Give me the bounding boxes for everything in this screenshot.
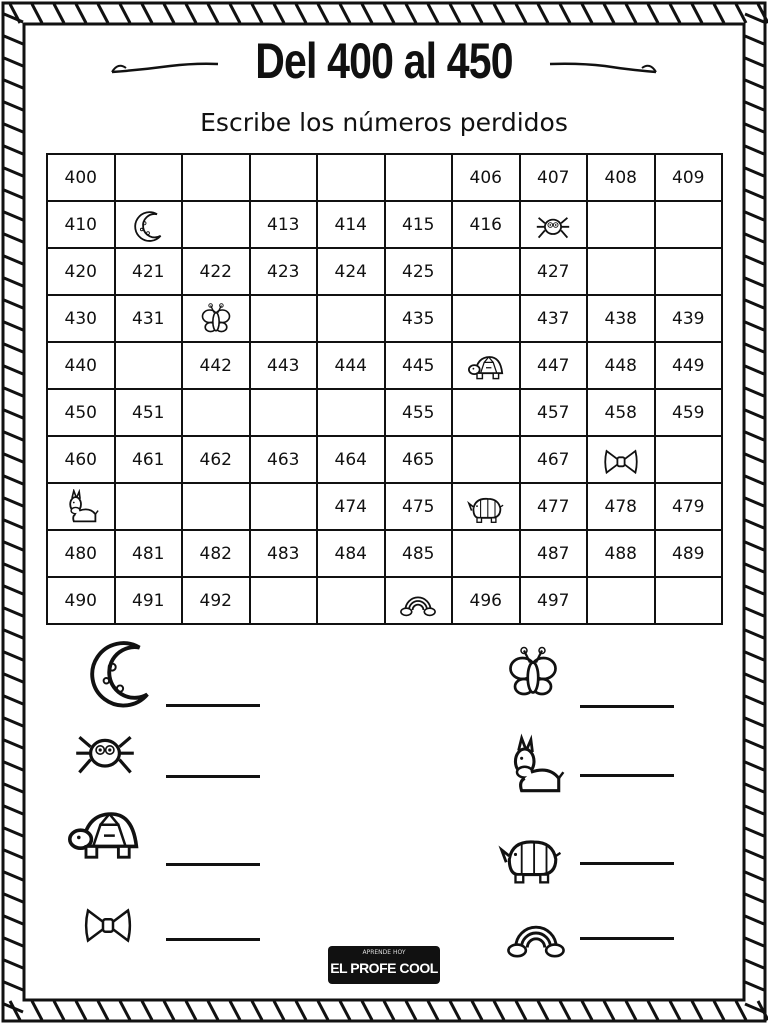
moon-cell-icon xyxy=(128,207,168,243)
grid-cell-number: 481 xyxy=(115,530,183,577)
grid-cell-number: 421 xyxy=(115,248,183,295)
grid-cell-number: 437 xyxy=(520,295,588,342)
grid-cell-blank[interactable] xyxy=(250,483,318,530)
number-grid xyxy=(46,153,723,625)
moon-picture xyxy=(74,632,166,710)
grid-cell-number: 430 xyxy=(47,295,115,342)
grid-cell-number: 427 xyxy=(520,248,588,295)
page-subtitle: Escribe los números perdidos xyxy=(200,108,568,137)
grid-cell-number: 415 xyxy=(385,201,453,248)
grid-cell-number: 463 xyxy=(250,436,318,483)
grid-cell-blank[interactable] xyxy=(452,530,520,577)
grid-cell-number: 439 xyxy=(655,295,723,342)
grid-cell-number: 422 xyxy=(182,248,250,295)
donkey-cell-icon xyxy=(61,489,101,525)
grid-cell-number: 461 xyxy=(115,436,183,483)
grid-cell-number: 414 xyxy=(317,201,385,248)
grid-cell-blank[interactable] xyxy=(182,201,250,248)
rhino-picture xyxy=(488,825,574,887)
grid-cell-number: 490 xyxy=(47,577,115,624)
grid-cell-number: 410 xyxy=(47,201,115,248)
grid-row xyxy=(47,295,722,342)
grid-cell-blank[interactable] xyxy=(587,201,655,248)
grid-cell-number: 492 xyxy=(182,577,250,624)
grid-cell-blank[interactable] xyxy=(250,389,318,436)
grid-cell-number: 491 xyxy=(115,577,183,624)
grid-cell-number: 406 xyxy=(452,154,520,201)
grid-row xyxy=(47,201,722,248)
grid-cell-blank[interactable] xyxy=(115,342,183,389)
moon-answer-line[interactable] xyxy=(166,704,260,707)
grid-cell-blank[interactable] xyxy=(385,154,453,201)
brand-logo xyxy=(328,946,440,984)
rhino-icon xyxy=(488,825,574,887)
grid-cell-blank[interactable] xyxy=(250,577,318,624)
grid-cell-number: 497 xyxy=(520,577,588,624)
grid-cell-number: 416 xyxy=(452,201,520,248)
bow-cell-icon xyxy=(601,442,641,478)
grid-cell-number: 462 xyxy=(182,436,250,483)
rainbow-cell-icon xyxy=(398,583,438,619)
grid-cell-number: 485 xyxy=(385,530,453,577)
turtle-answer-line[interactable] xyxy=(166,863,260,866)
spider-icon xyxy=(533,207,573,243)
grid-row xyxy=(47,530,722,577)
butterfly-cell-icon xyxy=(196,301,236,337)
grid-cell-number: 447 xyxy=(520,342,588,389)
grid-row xyxy=(47,483,722,530)
grid-cell-blank[interactable] xyxy=(182,389,250,436)
grid-cell-blank[interactable] xyxy=(452,389,520,436)
rhino-icon xyxy=(466,489,506,525)
page-title: Del 400 al 450 xyxy=(255,33,513,89)
grid-cell-number: 496 xyxy=(452,577,520,624)
butterfly-answer-line[interactable] xyxy=(580,705,674,708)
grid-cell-picture xyxy=(452,483,520,530)
turtle-cell-icon xyxy=(466,348,506,384)
grid-cell-number: 459 xyxy=(655,389,723,436)
grid-cell-number: 482 xyxy=(182,530,250,577)
grid-cell-number: 425 xyxy=(385,248,453,295)
bow-picture xyxy=(60,898,156,948)
grid-cell-number: 420 xyxy=(47,248,115,295)
grid-cell-blank[interactable] xyxy=(655,436,723,483)
grid-cell-number: 478 xyxy=(587,483,655,530)
grid-cell-blank[interactable] xyxy=(115,483,183,530)
grid-cell-number: 440 xyxy=(47,342,115,389)
grid-cell-blank[interactable] xyxy=(182,483,250,530)
rainbow-picture xyxy=(496,904,576,962)
grid-cell-number: 480 xyxy=(47,530,115,577)
grid-cell-blank[interactable] xyxy=(452,436,520,483)
grid-cell-number: 475 xyxy=(385,483,453,530)
grid-cell-blank[interactable] xyxy=(655,577,723,624)
grid-cell-number: 435 xyxy=(385,295,453,342)
grid-row xyxy=(47,342,722,389)
grid-cell-number: 438 xyxy=(587,295,655,342)
butterfly-picture xyxy=(500,632,566,714)
moon-icon xyxy=(74,632,166,710)
grid-cell-blank[interactable] xyxy=(587,248,655,295)
logo-tagline: APRENDE HOY xyxy=(362,949,406,956)
grid-cell-number: 413 xyxy=(250,201,318,248)
rainbow-icon xyxy=(398,583,438,619)
grid-cell-picture xyxy=(452,342,520,389)
spider-answer-line[interactable] xyxy=(166,775,260,778)
grid-cell-number: 484 xyxy=(317,530,385,577)
grid-cell-number: 465 xyxy=(385,436,453,483)
spider-cell-icon xyxy=(533,207,573,243)
grid-cell-number: 487 xyxy=(520,530,588,577)
bow-icon xyxy=(60,898,156,948)
grid-cell-number: 443 xyxy=(250,342,318,389)
grid-cell-number: 424 xyxy=(317,248,385,295)
grid-cell-number: 445 xyxy=(385,342,453,389)
grid-row xyxy=(47,389,722,436)
grid-cell-number: 409 xyxy=(655,154,723,201)
grid-cell-number: 451 xyxy=(115,389,183,436)
grid-cell-number: 460 xyxy=(47,436,115,483)
rainbow-icon xyxy=(496,904,576,962)
rhino-cell-icon xyxy=(466,489,506,525)
spider-picture xyxy=(46,718,164,782)
rhino-answer-line[interactable] xyxy=(580,862,674,865)
donkey-picture xyxy=(500,728,568,804)
grid-cell-blank[interactable] xyxy=(115,154,183,201)
donkey-answer-line[interactable] xyxy=(580,774,674,777)
grid-cell-number: 450 xyxy=(47,389,115,436)
butterfly-icon xyxy=(196,301,236,337)
donkey-icon xyxy=(500,728,568,804)
grid-cell-blank[interactable] xyxy=(317,154,385,201)
grid-cell-number: 488 xyxy=(587,530,655,577)
grid-cell-number: 400 xyxy=(47,154,115,201)
bow-icon xyxy=(601,442,641,478)
grid-cell-number: 444 xyxy=(317,342,385,389)
turtle-icon xyxy=(52,796,156,868)
title-block xyxy=(100,30,668,100)
moon-icon xyxy=(128,207,168,243)
grid-cell-picture xyxy=(115,201,183,248)
grid-cell-picture xyxy=(47,483,115,530)
grid-cell-number: 431 xyxy=(115,295,183,342)
grid-cell-blank[interactable] xyxy=(655,248,723,295)
grid-cell-number: 448 xyxy=(587,342,655,389)
grid-row xyxy=(47,577,722,624)
grid-cell-blank[interactable] xyxy=(452,295,520,342)
grid-cell-number: 479 xyxy=(655,483,723,530)
grid-cell-number: 408 xyxy=(587,154,655,201)
grid-cell-picture xyxy=(385,577,453,624)
grid-cell-number: 467 xyxy=(520,436,588,483)
grid-row xyxy=(47,436,722,483)
butterfly-icon xyxy=(500,632,566,714)
grid-cell-blank[interactable] xyxy=(317,295,385,342)
grid-cell-blank[interactable] xyxy=(250,154,318,201)
grid-cell-number: 477 xyxy=(520,483,588,530)
grid-cell-blank[interactable] xyxy=(250,295,318,342)
grid-row xyxy=(47,154,722,201)
grid-cell-number: 489 xyxy=(655,530,723,577)
grid-cell-picture xyxy=(587,436,655,483)
turtle-picture xyxy=(52,796,156,868)
grid-cell-blank[interactable] xyxy=(317,577,385,624)
grid-cell-number: 457 xyxy=(520,389,588,436)
logo-brand: EL PROFE COOL xyxy=(330,960,438,976)
grid-cell-blank[interactable] xyxy=(655,201,723,248)
grid-cell-blank[interactable] xyxy=(587,577,655,624)
grid-cell-number: 442 xyxy=(182,342,250,389)
grid-cell-number: 455 xyxy=(385,389,453,436)
grid-cell-number: 474 xyxy=(317,483,385,530)
grid-cell-picture xyxy=(182,295,250,342)
grid-cell-number: 407 xyxy=(520,154,588,201)
bow-answer-line[interactable] xyxy=(166,938,260,941)
grid-cell-number: 464 xyxy=(317,436,385,483)
grid-cell-blank[interactable] xyxy=(182,154,250,201)
grid-cell-picture xyxy=(520,201,588,248)
grid-cell-blank[interactable] xyxy=(317,389,385,436)
grid-cell-number: 483 xyxy=(250,530,318,577)
spider-icon xyxy=(46,718,164,782)
grid-row xyxy=(47,248,722,295)
grid-cell-blank[interactable] xyxy=(452,248,520,295)
grid-cell-number: 423 xyxy=(250,248,318,295)
turtle-icon xyxy=(466,348,506,384)
rainbow-answer-line[interactable] xyxy=(580,937,674,940)
donkey-icon xyxy=(61,489,101,525)
grid-cell-number: 449 xyxy=(655,342,723,389)
grid-cell-number: 458 xyxy=(587,389,655,436)
